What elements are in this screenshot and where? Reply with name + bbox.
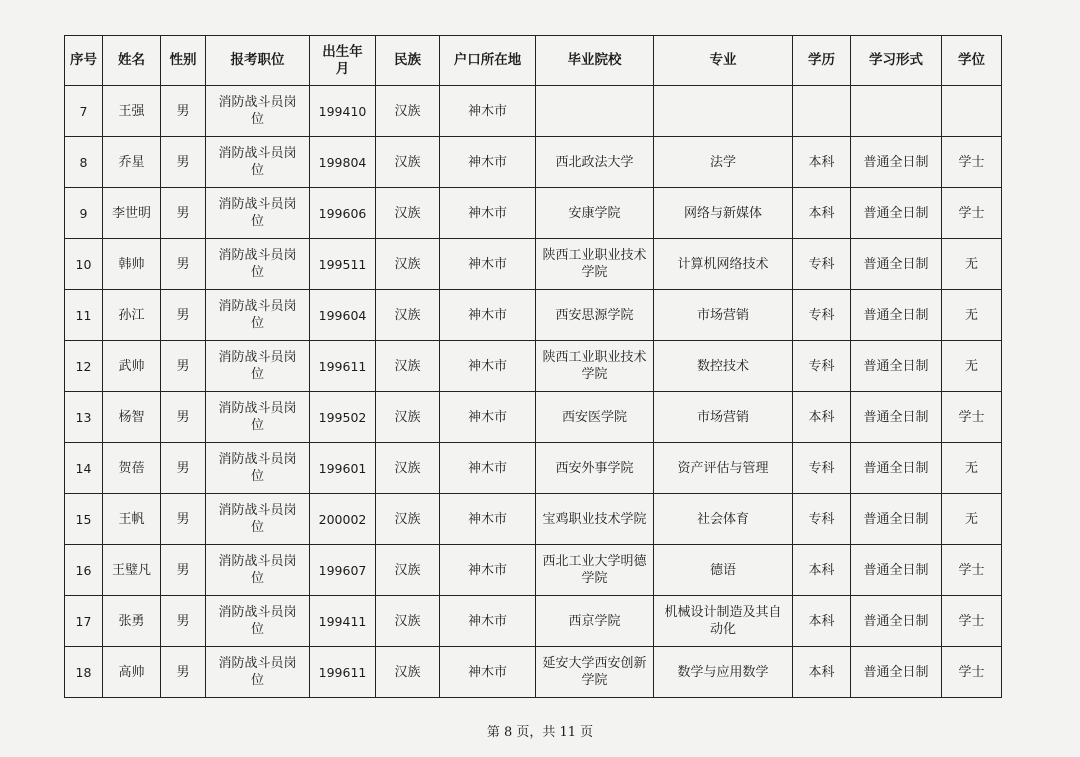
cell-school: 西安思源学院 [536, 290, 654, 341]
cell-birth: 199804 [310, 137, 376, 188]
cell-degree: 无 [942, 290, 1002, 341]
table-row [65, 545, 1002, 596]
cell-school: 延安大学西安创新学院 [536, 647, 654, 698]
cell-degree: 无 [942, 494, 1002, 545]
cell-major: 计算机网络技术 [654, 239, 793, 290]
cell-name: 杨智 [103, 392, 161, 443]
cell-position: 消防战斗员岗位 [206, 647, 310, 698]
cell-degree: 学士 [942, 137, 1002, 188]
table-row [65, 443, 1002, 494]
table-row [65, 647, 1002, 698]
cell-education: 本科 [793, 137, 851, 188]
cell-position: 消防战斗员岗位 [206, 494, 310, 545]
cell-education: 本科 [793, 188, 851, 239]
cell-residence: 神木市 [440, 188, 536, 239]
cell-birth: 199410 [310, 86, 376, 137]
cell-school [536, 86, 654, 137]
cell-birth: 199511 [310, 239, 376, 290]
table-row [65, 494, 1002, 545]
col-header-index: 序号 [65, 36, 103, 86]
cell-school: 宝鸡职业技术学院 [536, 494, 654, 545]
cell-name: 韩帅 [103, 239, 161, 290]
cell-gender: 男 [161, 86, 206, 137]
cell-study-mode: 普通全日制 [851, 188, 942, 239]
cell-ethnicity: 汉族 [376, 596, 440, 647]
cell-school: 西安医学院 [536, 392, 654, 443]
cell-major: 数学与应用数学 [654, 647, 793, 698]
table-row [65, 137, 1002, 188]
cell-residence: 神木市 [440, 137, 536, 188]
cell-major: 社会体育 [654, 494, 793, 545]
cell-ethnicity: 汉族 [376, 494, 440, 545]
cell-education: 专科 [793, 341, 851, 392]
cell-education: 专科 [793, 494, 851, 545]
cell-study-mode [851, 86, 942, 137]
cell-index: 11 [65, 290, 103, 341]
cell-name: 王强 [103, 86, 161, 137]
cell-gender: 男 [161, 239, 206, 290]
cell-name: 王璧凡 [103, 545, 161, 596]
cell-education: 专科 [793, 290, 851, 341]
cell-index: 13 [65, 392, 103, 443]
table-row [65, 86, 1002, 137]
cell-position: 消防战斗员岗位 [206, 341, 310, 392]
cell-study-mode: 普通全日制 [851, 137, 942, 188]
cell-degree: 学士 [942, 188, 1002, 239]
cell-index: 18 [65, 647, 103, 698]
cell-study-mode: 普通全日制 [851, 494, 942, 545]
cell-birth: 199601 [310, 443, 376, 494]
cell-residence: 神木市 [440, 443, 536, 494]
cell-degree: 无 [942, 443, 1002, 494]
cell-residence: 神木市 [440, 392, 536, 443]
col-header-birth: 出生年月 [310, 36, 376, 86]
cell-major [654, 86, 793, 137]
cell-degree: 学士 [942, 392, 1002, 443]
cell-ethnicity: 汉族 [376, 647, 440, 698]
cell-study-mode: 普通全日制 [851, 239, 942, 290]
cell-major: 数控技术 [654, 341, 793, 392]
cell-school: 西京学院 [536, 596, 654, 647]
cell-name: 李世明 [103, 188, 161, 239]
cell-birth: 199411 [310, 596, 376, 647]
cell-degree: 学士 [942, 647, 1002, 698]
cell-school: 陕西工业职业技术学院 [536, 341, 654, 392]
cell-position: 消防战斗员岗位 [206, 86, 310, 137]
cell-residence: 神木市 [440, 239, 536, 290]
cell-position: 消防战斗员岗位 [206, 443, 310, 494]
cell-degree [942, 86, 1002, 137]
cell-ethnicity: 汉族 [376, 341, 440, 392]
cell-gender: 男 [161, 290, 206, 341]
cell-major: 市场营销 [654, 290, 793, 341]
cell-gender: 男 [161, 443, 206, 494]
cell-residence: 神木市 [440, 596, 536, 647]
cell-education: 专科 [793, 239, 851, 290]
cell-birth: 199611 [310, 647, 376, 698]
cell-residence: 神木市 [440, 290, 536, 341]
table-row [65, 392, 1002, 443]
cell-birth: 199606 [310, 188, 376, 239]
cell-position: 消防战斗员岗位 [206, 137, 310, 188]
cell-gender: 男 [161, 341, 206, 392]
cell-position: 消防战斗员岗位 [206, 290, 310, 341]
cell-education [793, 86, 851, 137]
cell-residence: 神木市 [440, 647, 536, 698]
cell-birth: 199502 [310, 392, 376, 443]
cell-birth: 199611 [310, 341, 376, 392]
cell-school: 西北工业大学明德学院 [536, 545, 654, 596]
table-row [65, 596, 1002, 647]
col-header-school: 毕业院校 [536, 36, 654, 86]
cell-index: 7 [65, 86, 103, 137]
cell-residence: 神木市 [440, 494, 536, 545]
cell-study-mode: 普通全日制 [851, 443, 942, 494]
cell-degree: 学士 [942, 545, 1002, 596]
cell-gender: 男 [161, 494, 206, 545]
cell-study-mode: 普通全日制 [851, 596, 942, 647]
col-header-ethnicity: 民族 [376, 36, 440, 86]
cell-ethnicity: 汉族 [376, 137, 440, 188]
cell-birth: 200002 [310, 494, 376, 545]
col-header-education: 学历 [793, 36, 851, 86]
cell-index: 9 [65, 188, 103, 239]
cell-degree: 学士 [942, 596, 1002, 647]
cell-school: 陕西工业职业技术学院 [536, 239, 654, 290]
cell-index: 16 [65, 545, 103, 596]
cell-index: 17 [65, 596, 103, 647]
cell-name: 武帅 [103, 341, 161, 392]
cell-study-mode: 普通全日制 [851, 290, 942, 341]
cell-major: 德语 [654, 545, 793, 596]
cell-major: 网络与新媒体 [654, 188, 793, 239]
cell-school: 西北政法大学 [536, 137, 654, 188]
cell-ethnicity: 汉族 [376, 290, 440, 341]
page-number: 第 8 页，共 11 页 [486, 725, 594, 740]
cell-study-mode: 普通全日制 [851, 341, 942, 392]
table-header-row [65, 36, 1002, 86]
cell-study-mode: 普通全日制 [851, 392, 942, 443]
table-row [65, 188, 1002, 239]
cell-position: 消防战斗员岗位 [206, 596, 310, 647]
cell-education: 本科 [793, 596, 851, 647]
cell-position: 消防战斗员岗位 [206, 239, 310, 290]
cell-study-mode: 普通全日制 [851, 647, 942, 698]
cell-ethnicity: 汉族 [376, 545, 440, 596]
cell-index: 8 [65, 137, 103, 188]
cell-degree: 无 [942, 239, 1002, 290]
table-row [65, 239, 1002, 290]
col-header-degree: 学位 [942, 36, 1002, 86]
cell-name: 张勇 [103, 596, 161, 647]
candidate-table [64, 35, 1002, 698]
cell-residence: 神木市 [440, 545, 536, 596]
cell-degree: 无 [942, 341, 1002, 392]
cell-education: 专科 [793, 443, 851, 494]
table-row [65, 341, 1002, 392]
cell-name: 乔星 [103, 137, 161, 188]
col-header-name: 姓名 [103, 36, 161, 86]
cell-index: 15 [65, 494, 103, 545]
cell-position: 消防战斗员岗位 [206, 188, 310, 239]
cell-ethnicity: 汉族 [376, 239, 440, 290]
col-header-major: 专业 [654, 36, 793, 86]
cell-education: 本科 [793, 392, 851, 443]
cell-school: 安康学院 [536, 188, 654, 239]
cell-index: 14 [65, 443, 103, 494]
cell-ethnicity: 汉族 [376, 188, 440, 239]
cell-major: 法学 [654, 137, 793, 188]
cell-major: 资产评估与管理 [654, 443, 793, 494]
cell-gender: 男 [161, 392, 206, 443]
cell-major: 市场营销 [654, 392, 793, 443]
cell-name: 高帅 [103, 647, 161, 698]
cell-name: 贺蓓 [103, 443, 161, 494]
cell-position: 消防战斗员岗位 [206, 545, 310, 596]
cell-index: 12 [65, 341, 103, 392]
cell-study-mode: 普通全日制 [851, 545, 942, 596]
col-header-gender: 性别 [161, 36, 206, 86]
cell-name: 孙江 [103, 290, 161, 341]
cell-name: 王帆 [103, 494, 161, 545]
cell-ethnicity: 汉族 [376, 443, 440, 494]
cell-ethnicity: 汉族 [376, 392, 440, 443]
col-header-residence: 户口所在地 [440, 36, 536, 86]
col-header-position: 报考职位 [206, 36, 310, 86]
cell-gender: 男 [161, 545, 206, 596]
col-header-study-mode: 学习形式 [851, 36, 942, 86]
cell-birth: 199604 [310, 290, 376, 341]
cell-major: 机械设计制造及其自动化 [654, 596, 793, 647]
table-row [65, 290, 1002, 341]
cell-gender: 男 [161, 188, 206, 239]
table-body [65, 86, 1002, 698]
cell-residence: 神木市 [440, 86, 536, 137]
cell-ethnicity: 汉族 [376, 86, 440, 137]
cell-position: 消防战斗员岗位 [206, 392, 310, 443]
cell-index: 10 [65, 239, 103, 290]
cell-education: 本科 [793, 545, 851, 596]
cell-gender: 男 [161, 137, 206, 188]
cell-gender: 男 [161, 647, 206, 698]
cell-education: 本科 [793, 647, 851, 698]
cell-gender: 男 [161, 596, 206, 647]
cell-residence: 神木市 [440, 341, 536, 392]
cell-birth: 199607 [310, 545, 376, 596]
cell-school: 西安外事学院 [536, 443, 654, 494]
